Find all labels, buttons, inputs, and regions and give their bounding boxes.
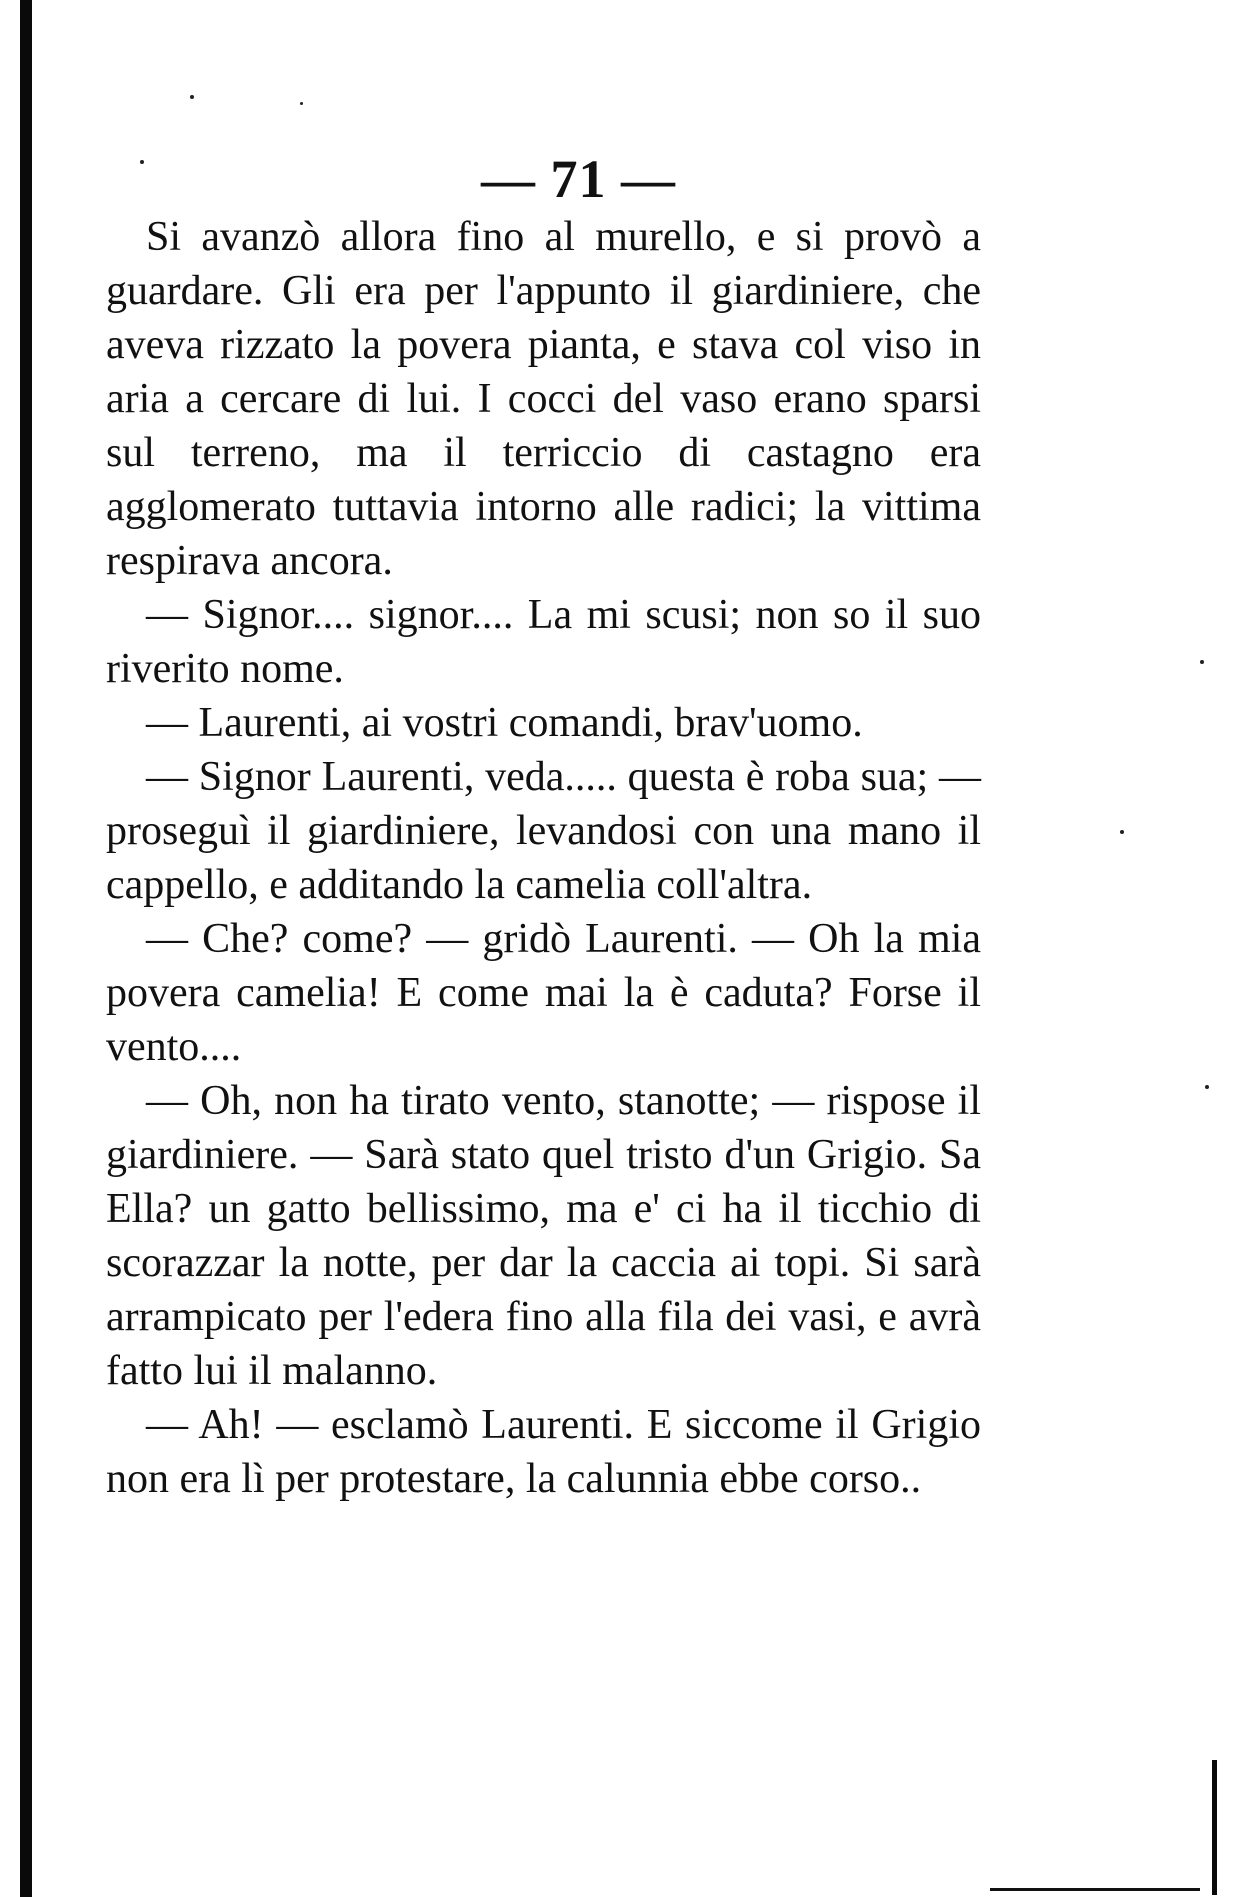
paragraph: — Oh, non ha tirato vento, stanotte; — rispose il giardiniere. — Sarà stato quel tristo d'un Grigio. Sa Ella? un gatto bellissimo, ma e' ci ha il ticchio di scorazzar la notte, per dar la caccia ai topi. Si sarà arrampicato per l'edera fino alla fila dei vasi, e avrà fatto lui il malanno. [106, 1078, 981, 1394]
paragraph: Si avanzò allora fino al murello, e si provò a guardare. Gli era per l'appunto il giardiniere, che aveva rizzato la povera pianta, e stava col viso in aria a cercare di lui. I cocci del vaso erano sparsi sul terreno, ma il terriccio di castagno era agglomerato tuttavia intorno alle radici; la vittima respirava ancora. [106, 214, 981, 584]
scan-speck [1120, 830, 1124, 834]
paragraph: — Signor Laurenti, veda..... questa è roba sua; — proseguì il giardiniere, levandosi con una mano il cappello, e additando la camelia coll'altra. [106, 754, 981, 908]
paragraph: — Laurenti, ai vostri comandi, brav'uomo. [146, 700, 863, 746]
page-edge-line [990, 1888, 1200, 1891]
scan-speck [190, 95, 194, 99]
scan-speck [300, 102, 303, 105]
scan-speck [1205, 1085, 1209, 1089]
scan-speck [1200, 660, 1204, 664]
paragraph: — Signor.... signor.... La mi scusi; non so il suo riverito nome. [106, 592, 981, 692]
body-text [106, 210, 981, 1506]
paragraph: — Ah! — esclamò Laurenti. E siccome il Grigio non era lì per protestare, la calunnia ebbe corso.. [106, 1402, 981, 1502]
page-edge-mark [1212, 1760, 1217, 1895]
page-binding-edge [20, 0, 32, 1897]
page-number: — 71 — [481, 149, 676, 209]
paragraph: — Che? come? — gridò Laurenti. — Oh la mia povera camelia! E come mai la è caduta? Forse il vento.... [106, 916, 981, 1070]
